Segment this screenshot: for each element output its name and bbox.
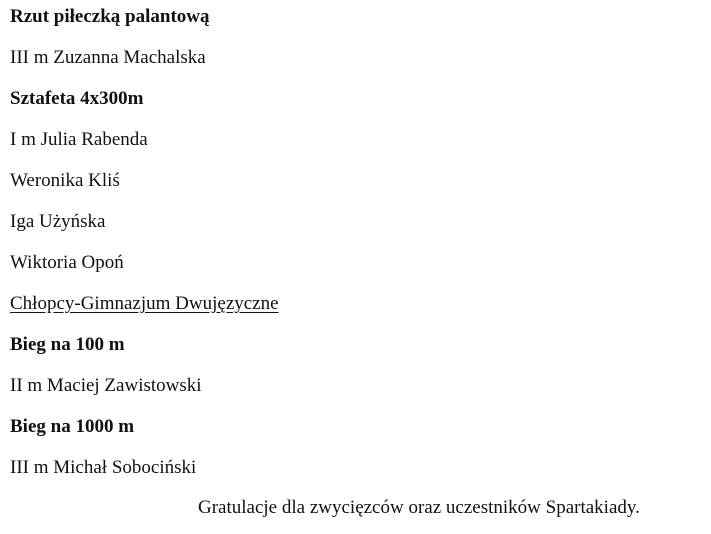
section-heading: Chłopcy-Gimnazjum Dwujęzyczne	[10, 293, 279, 314]
team-member: Weronika Kliś	[10, 170, 120, 191]
event-heading: Bieg na 1000 m	[10, 416, 135, 437]
event-heading: Bieg na 100 m	[10, 334, 125, 355]
team-member: Wiktoria Opoń	[10, 252, 124, 273]
result-entry: II m Maciej Zawistowski	[10, 375, 202, 396]
document-body	[10, 3, 700, 495]
result-entry: III m Zuzanna Machalska	[10, 47, 206, 68]
event-heading: Sztafeta 4x300m	[10, 88, 144, 109]
result-entry: III m Michał Sobociński	[10, 457, 197, 478]
closing-note: Gratulacje dla zwycięzców oraz uczestników Spartakiady.	[198, 497, 640, 518]
result-entry: I m Julia Rabenda	[10, 129, 148, 150]
team-member: Iga Użyńska	[10, 211, 106, 232]
event-heading: Rzut piłeczką palantową	[10, 6, 210, 27]
